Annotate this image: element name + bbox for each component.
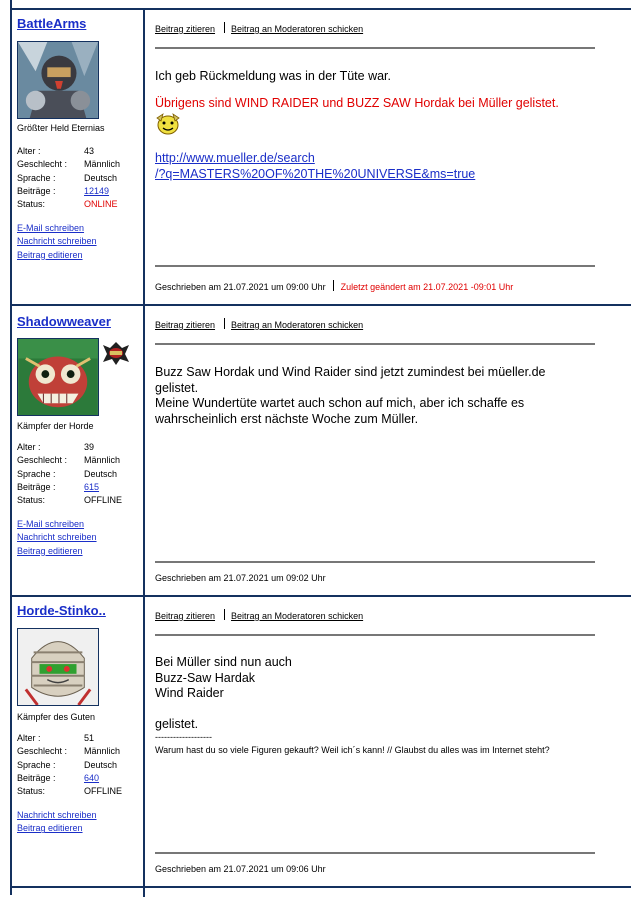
message-panel [146,10,631,304]
user-gender: Männlich [84,746,121,757]
user-gender: Männlich [84,455,121,466]
post-actions [155,318,363,330]
message-link[interactable]: Nachricht schreiben [17,810,97,820]
message-link[interactable]: Nachricht schreiben [17,532,97,543]
user-post-count-link[interactable]: 12149 [84,185,110,196]
username-link[interactable]: Shadowweaver [17,314,111,329]
report-post-link[interactable]: Beitrag an Moderatoren schicken [231,320,364,330]
user-stats: Alter : 51 Geschlecht : Männlich Sprache : Deutsch Beiträge : 640 Status: OFFLINE [17,733,123,797]
post-row [12,304,631,595]
user-actions [17,222,97,262]
user-avatar [17,338,99,416]
post-date: Geschrieben am 21.07.2021 um 09:00 Uhr [155,282,326,292]
user-rank: Kämpfer des Guten [17,712,96,722]
user-post-count-link[interactable]: 615 [84,481,100,492]
user-stats: Alter : 43 Geschlecht : Männlich Sprache : Deutsch Beiträge : 12149 Status: ONLINE [17,146,121,210]
user-language: Deutsch [84,759,118,770]
post-actions [155,609,363,621]
post-date: Geschrieben am 21.07.2021 um 09:02 Uhr [155,573,326,583]
user-panel [12,306,145,595]
quote-post-link[interactable]: Beitrag zitieren [155,611,216,621]
user-rank: Kämpfer der Horde [17,421,94,431]
username-link[interactable]: BattleArms [17,16,87,31]
quote-post-link[interactable]: Beitrag zitieren [155,24,216,34]
report-post-link[interactable]: Beitrag an Moderatoren schicken [231,24,364,34]
post-row [12,8,631,304]
user-panel [12,888,145,897]
message-panel [146,306,631,595]
post-row [12,886,631,897]
post-row [12,595,631,886]
separator [224,318,225,329]
post-actions [155,22,363,34]
post-footer [155,280,513,292]
user-status: OFFLINE [84,495,123,506]
quote-post-link[interactable]: Beitrag zitieren [155,320,216,330]
email-link[interactable]: E-Mail schreiben [17,223,85,233]
user-avatar [17,41,99,119]
user-status: ONLINE [84,199,118,210]
user-age: 51 [84,733,95,743]
message-link[interactable]: Nachricht schreiben [17,236,97,247]
highlight-text: Übrigens sind WIND RAIDER und BUZZ SAW Hordak bei Müller gelistet. [155,95,559,110]
post-date: Geschrieben am 21.07.2021 um 09:06 Uhr [155,864,326,874]
message-panel [146,597,631,886]
shop-link[interactable]: http://www.mueller.de/search /?q=MASTERS%20OF%20THE%20UNIVERSE&ms=true [155,151,476,181]
separator [333,280,334,291]
user-language: Deutsch [84,468,118,479]
smiley-icon [155,112,605,136]
username-link[interactable]: Horde-Stinko.. [17,603,106,618]
email-link[interactable]: E-Mail schreiben [17,519,85,529]
post-footer [155,573,326,583]
divider [155,343,595,345]
edited-note: Zuletzt geändert am 21.07.2021 -09:01 Uhr [340,282,514,292]
user-language: Deutsch [84,172,118,183]
user-panel [12,597,145,886]
user-age: 43 [84,146,95,156]
separator [224,22,225,33]
user-status: OFFLINE [84,786,123,797]
post-body: Buzz Saw Hordak und Wind Raider sind jetzt zumindest bei müeller.de gelistet. Meine Wundertüte wartet auch schon auf mich, aber ich schaffe es wahrscheinlich erst nächste Woche zum Müller. [155,365,546,426]
user-rank: Größter Held Eternias [17,123,105,133]
signature-rule: ------------------- [155,732,212,742]
user-actions [17,518,97,558]
user-age: 39 [84,442,95,452]
separator [224,609,225,620]
user-post-count-link[interactable]: 640 [84,772,100,783]
divider [155,634,595,636]
user-gender: Männlich [84,159,121,170]
user-stats: Alter : 39 Geschlecht : Männlich Sprache : Deutsch Beiträge : 615 Status: OFFLINE [17,442,123,506]
signature: Warum hast du so viele Figuren gekauft? Weil ich´s kann! // Glaubst du alles was im Internet steht? [155,745,550,755]
report-post-link[interactable]: Beitrag an Moderatoren schicken [231,611,364,621]
post-body: Ich geb Rückmeldung was in der Tüte war. Übrigens sind WIND RAIDER und BUZZ SAW Hordak bei Müller gelistet. http://www.mueller.de/search /?q=MASTERS%20OF%20THE%20UNIVERSE&ms=true [155,69,605,182]
post-body: Bei Müller sind nun auch Buzz-Saw Hardak Wind Raider gelistet. ------------------- Warum hast du so viele Figuren gekauft? Weil ich´s kann! // Glaubst du alles was im Internet steht? [155,655,605,757]
divider [155,47,595,49]
user-avatar [17,628,99,706]
post-footer [155,864,326,874]
divider [155,561,595,563]
edit-post-link[interactable]: Beitrag editieren [17,545,83,556]
user-actions [17,809,97,836]
user-panel [12,10,145,304]
horde-emblem-icon [102,340,130,366]
divider [155,852,595,854]
forum-thread [10,0,631,895]
divider [155,265,595,267]
edit-post-link[interactable]: Beitrag editieren [17,249,83,260]
edit-post-link[interactable]: Beitrag editieren [17,823,83,834]
